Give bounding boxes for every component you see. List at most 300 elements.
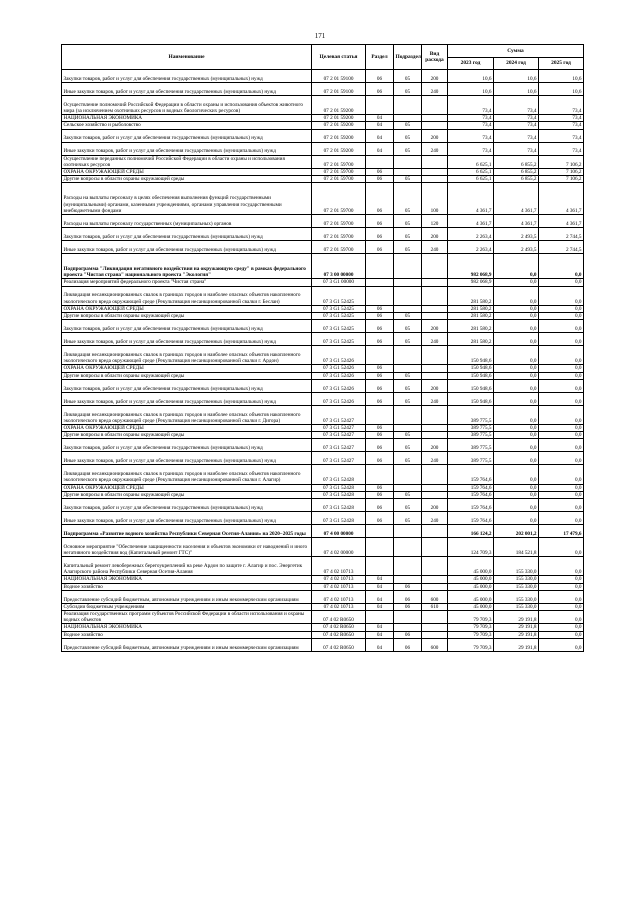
row-subsection: 05	[394, 122, 422, 129]
row-sum-2025: 0,0	[539, 320, 584, 333]
row-expense-type	[422, 465, 448, 484]
row-subsection: 05	[394, 183, 422, 215]
row-expense-type	[422, 286, 448, 305]
row-sum-2024: 184 521,8	[494, 537, 539, 556]
row-target-article: 07 2 01 59100	[312, 70, 366, 83]
row-sum-2024: 29 191,8	[494, 610, 539, 623]
row-target-article: 07 3 G1 52426	[312, 372, 366, 379]
row-sum-2025: 10,6	[539, 83, 584, 96]
row-name: ОХРАНА ОКРУЖАЮЩЕЙ СРЕДЫ	[62, 169, 312, 176]
row-target-article: 07 3 G1 52425	[312, 333, 366, 346]
row-subsection	[394, 576, 422, 583]
row-subsection	[394, 254, 422, 279]
table-row	[62, 537, 584, 556]
row-expense-type	[422, 524, 448, 537]
table-row	[62, 70, 584, 83]
row-target-article: 07 2 01 59200	[312, 142, 366, 155]
row-sum-2023: 45 000,0	[448, 603, 494, 610]
row-sum-2023: 159 764,6	[448, 484, 494, 491]
row-expense-type: 200	[422, 228, 448, 241]
row-expense-type: 200	[422, 498, 448, 511]
row-target-article: 07 4 02 R0650	[312, 624, 366, 631]
table-row	[62, 432, 584, 439]
row-expense-type: 240	[422, 241, 448, 254]
row-sum-2024: 202 001,2	[494, 524, 539, 537]
table-row	[62, 254, 584, 279]
row-target-article: 07 4 02 10713	[312, 583, 366, 590]
row-subsection: 05	[394, 129, 422, 142]
row-section: 06	[366, 183, 394, 215]
row-subsection	[394, 346, 422, 365]
row-sum-2024: 0,0	[494, 320, 539, 333]
row-subsection: 06	[394, 603, 422, 610]
row-sum-2024: 155 330,0	[494, 557, 539, 576]
row-subsection: 05	[394, 432, 422, 439]
table-row	[62, 484, 584, 491]
row-subsection	[394, 286, 422, 305]
row-name: Осуществление полномочий Российской Федерации в области охраны и использования объектов животного мира (за исключением охотничьих ресурсов и водных биологических ресурсов)	[62, 96, 312, 115]
row-sum-2024: 0,0	[494, 465, 539, 484]
row-sum-2025: 0,0	[539, 537, 584, 556]
budget-table	[61, 44, 584, 652]
row-sum-2024: 0,0	[494, 254, 539, 279]
row-expense-type: 240	[422, 83, 448, 96]
row-section: 06	[366, 305, 394, 312]
row-section: 06	[366, 215, 394, 228]
table-row	[62, 305, 584, 312]
row-sum-2024: 0,0	[494, 491, 539, 498]
row-sum-2025: 0,0	[539, 452, 584, 465]
row-sum-2024: 0,0	[494, 279, 539, 286]
table-row	[62, 176, 584, 183]
row-sum-2023: 281 580,2	[448, 286, 494, 305]
row-name: Закупки товаров, работ и услуг для обеспечения государственных (муниципальных) нужд	[62, 129, 312, 142]
row-sum-2024: 155 330,0	[494, 576, 539, 583]
row-name: Другие вопросы в области охраны окружающей среды	[62, 312, 312, 319]
header-expense-type: Вид расхода	[422, 45, 448, 70]
row-section: 06	[366, 439, 394, 452]
row-name: ОХРАНА ОКРУЖАЮЩЕЙ СРЕДЫ	[62, 365, 312, 372]
row-sum-2023: 159 764,6	[448, 491, 494, 498]
row-sum-2025: 0,0	[539, 624, 584, 631]
row-name: Капитальный ремонт левобережных берегоукреплений на реке Ардон по защите г. Алагир и пос. Энергетик Алагирского района Республики Северная Осетия-Алания	[62, 557, 312, 576]
row-section: 04	[366, 631, 394, 638]
row-sum-2025: 0,0	[539, 432, 584, 439]
row-name: Закупки товаров, работ и услуг для обеспечения государственных (муниципальных) нужд	[62, 439, 312, 452]
row-target-article: 07 3 G1 52426	[312, 392, 366, 405]
row-target-article: 07 2 01 59700	[312, 228, 366, 241]
row-section: 06	[366, 498, 394, 511]
table-row	[62, 228, 584, 241]
row-sum-2025: 0,0	[539, 484, 584, 491]
row-target-article: 07 2 01 59700	[312, 215, 366, 228]
row-sum-2025: 0,0	[539, 439, 584, 452]
row-target-article: 07 4 02 R0650	[312, 638, 366, 651]
row-expense-type: 120	[422, 215, 448, 228]
row-target-article: 07 3 G1 52428	[312, 498, 366, 511]
row-sum-2025: 0,0	[539, 511, 584, 524]
row-sum-2024: 73,4	[494, 115, 539, 122]
table-row	[62, 129, 584, 142]
row-section: 04	[366, 576, 394, 583]
row-sum-2025: 0,0	[539, 590, 584, 603]
row-sum-2024: 155 330,0	[494, 583, 539, 590]
row-sum-2025: 0,0	[539, 254, 584, 279]
row-target-article: 07 2 01 59200	[312, 115, 366, 122]
row-sum-2023: 389 775,5	[448, 405, 494, 424]
row-sum-2023: 982 068,9	[448, 254, 494, 279]
row-section: 06	[366, 169, 394, 176]
row-sum-2025: 0,0	[539, 365, 584, 372]
row-subsection	[394, 169, 422, 176]
row-section: 06	[366, 241, 394, 254]
row-sum-2024: 29 191,8	[494, 638, 539, 651]
table-row	[62, 372, 584, 379]
row-sum-2025: 73,4	[539, 115, 584, 122]
row-target-article: 07 3 G1 52427	[312, 405, 366, 424]
row-expense-type	[422, 610, 448, 623]
table-row	[62, 498, 584, 511]
row-sum-2025: 0,0	[539, 279, 584, 286]
table-row	[62, 439, 584, 452]
row-target-article: 07 3 G1 52426	[312, 346, 366, 365]
row-sum-2023: 159 764,6	[448, 498, 494, 511]
row-sum-2024: 0,0	[494, 432, 539, 439]
row-subsection	[394, 305, 422, 312]
table-row	[62, 590, 584, 603]
row-subsection: 05	[394, 372, 422, 379]
row-sum-2024: 155 330,0	[494, 603, 539, 610]
row-name: Основное мероприятие "Обеспечение защищенности населения и объектов экономики от наводнений и иного негативного воздействия вод (Капитальный ремонт ГТС)"	[62, 537, 312, 556]
row-expense-type	[422, 176, 448, 183]
row-expense-type: 200	[422, 320, 448, 333]
row-sum-2024: 0,0	[494, 379, 539, 392]
row-section: 06	[366, 424, 394, 431]
table-row	[62, 183, 584, 215]
row-sum-2023: 79 709,3	[448, 631, 494, 638]
row-target-article: 07 4 02 10713	[312, 590, 366, 603]
row-subsection	[394, 557, 422, 576]
table-row	[62, 346, 584, 365]
row-expense-type	[422, 491, 448, 498]
row-name: Осуществление переданных полномочий Российской Федерации в области охраны и использования охотничьих ресурсов	[62, 155, 312, 168]
row-sum-2023: 389 775,5	[448, 424, 494, 431]
page-number: 171	[314, 32, 326, 40]
row-sum-2023: 389 775,5	[448, 432, 494, 439]
row-sum-2025: 4 361,7	[539, 183, 584, 215]
header-year-2024: 2024 год	[494, 58, 539, 70]
row-name: Сельское хозяйство и рыболовство	[62, 122, 312, 129]
row-section: 06	[366, 432, 394, 439]
row-sum-2025: 0,0	[539, 333, 584, 346]
row-name: Иные закупки товаров, работ и услуг для обеспечения государственных (муниципальных) нужд	[62, 241, 312, 254]
row-section: 06	[366, 70, 394, 83]
row-sum-2024: 2 493,5	[494, 241, 539, 254]
row-sum-2023: 2 263,4	[448, 228, 494, 241]
row-target-article: 07 3 G1 52428	[312, 511, 366, 524]
row-expense-type	[422, 96, 448, 115]
row-section	[366, 346, 394, 365]
row-section: 06	[366, 333, 394, 346]
row-sum-2024: 10,6	[494, 83, 539, 96]
row-section: 06	[366, 484, 394, 491]
row-sum-2025: 7 106,2	[539, 155, 584, 168]
row-subsection: 05	[394, 452, 422, 465]
row-sum-2023: 281 580,2	[448, 333, 494, 346]
row-sum-2023: 4 361,7	[448, 215, 494, 228]
row-section: 04	[366, 603, 394, 610]
row-name: Предоставление субсидий бюджетным, автономным учреждениям и иным некоммерческим организациям	[62, 590, 312, 603]
row-expense-type	[422, 169, 448, 176]
row-expense-type	[422, 484, 448, 491]
row-expense-type	[422, 424, 448, 431]
row-subsection	[394, 96, 422, 115]
row-target-article: 07 3 G1 52428	[312, 491, 366, 498]
row-expense-type	[422, 583, 448, 590]
row-name: Ликвидация несанкционированных свалок в границах городов и наиболее опасных объектов накопленного экологического вреда окружающей среде (Рекультивация несанкционированной свалки г. Дигора)	[62, 405, 312, 424]
row-section: 04	[366, 638, 394, 651]
row-name: ОХРАНА ОКРУЖАЮЩЕЙ СРЕДЫ	[62, 424, 312, 431]
header-name: Наименование	[62, 45, 312, 70]
header-year-2023: 2023 год	[448, 58, 494, 70]
row-name: Ликвидация несанкционированных свалок в границах городов и наиболее опасных объектов накопленного экологического вреда окружающей среде (Рекультивация несанкционированной свалки г. Алагир)	[62, 465, 312, 484]
row-expense-type: 240	[422, 333, 448, 346]
row-section	[366, 155, 394, 168]
row-sum-2023: 124 709,3	[448, 537, 494, 556]
row-name: НАЦИОНАЛЬНАЯ ЭКОНОМИКА	[62, 576, 312, 583]
row-name: Предоставление субсидий бюджетным, автономным учреждениям и иным некоммерческим организациям	[62, 638, 312, 651]
row-subsection	[394, 524, 422, 537]
row-sum-2023: 982 068,9	[448, 279, 494, 286]
row-section: 06	[366, 379, 394, 392]
row-name: Расходы на выплаты персоналу в целях обеспечения выполнения функций государственными (муниципальными) органами, казенными учреждениями, органами управления государственными внебюджетными фондами	[62, 183, 312, 215]
row-target-article: 07 3 G1 52427	[312, 424, 366, 431]
row-subsection: 05	[394, 320, 422, 333]
row-name: Другие вопросы в области охраны окружающей среды	[62, 176, 312, 183]
row-subsection: 06	[394, 638, 422, 651]
row-sum-2023: 6 625,1	[448, 169, 494, 176]
row-target-article: 07 2 01 59700	[312, 176, 366, 183]
table-row	[62, 286, 584, 305]
row-subsection	[394, 424, 422, 431]
row-section	[366, 524, 394, 537]
table-header	[62, 45, 584, 70]
row-sum-2025: 10,6	[539, 70, 584, 83]
row-section: 04	[366, 142, 394, 155]
row-sum-2023: 150 948,6	[448, 392, 494, 405]
row-expense-type: 600	[422, 638, 448, 651]
row-target-article: 07 2 01 59700	[312, 241, 366, 254]
row-expense-type: 240	[422, 392, 448, 405]
table-row	[62, 241, 584, 254]
row-target-article: 07 2 01 59200	[312, 122, 366, 129]
row-subsection	[394, 365, 422, 372]
row-sum-2024: 73,4	[494, 96, 539, 115]
row-subsection: 05	[394, 83, 422, 96]
row-name: Иные закупки товаров, работ и услуг для обеспечения государственных (муниципальных) нужд	[62, 392, 312, 405]
row-target-article: 07 3 G1 52425	[312, 305, 366, 312]
row-sum-2023: 281 580,2	[448, 305, 494, 312]
row-subsection: 05	[394, 70, 422, 83]
row-sum-2024: 155 330,0	[494, 590, 539, 603]
row-sum-2025: 0,0	[539, 583, 584, 590]
row-sum-2024: 6 855,2	[494, 169, 539, 176]
row-sum-2023: 166 124,2	[448, 524, 494, 537]
row-target-article: 07 3 G1 52425	[312, 320, 366, 333]
row-target-article: 07 4 02 R0650	[312, 631, 366, 638]
row-sum-2024: 0,0	[494, 392, 539, 405]
row-section: 04	[366, 583, 394, 590]
row-sum-2025: 0,0	[539, 465, 584, 484]
row-sum-2023: 389 775,5	[448, 439, 494, 452]
row-sum-2023: 73,4	[448, 115, 494, 122]
row-name: Закупки товаров, работ и услуг для обеспечения государственных (муниципальных) нужд	[62, 228, 312, 241]
row-expense-type	[422, 365, 448, 372]
row-expense-type	[422, 631, 448, 638]
table-row	[62, 557, 584, 576]
row-name: Другие вопросы в области охраны окружающей среды	[62, 432, 312, 439]
row-section: 04	[366, 115, 394, 122]
table-row	[62, 169, 584, 176]
row-sum-2025: 0,0	[539, 379, 584, 392]
row-sum-2025: 0,0	[539, 346, 584, 365]
row-name: Другие вопросы в области охраны окружающей среды	[62, 491, 312, 498]
row-sum-2024: 73,4	[494, 142, 539, 155]
table-row	[62, 122, 584, 129]
row-expense-type	[422, 624, 448, 631]
row-section	[366, 254, 394, 279]
row-sum-2024: 0,0	[494, 511, 539, 524]
row-expense-type: 200	[422, 439, 448, 452]
row-sum-2025: 73,4	[539, 129, 584, 142]
row-name: Закупки товаров, работ и услуг для обеспечения государственных (муниципальных) нужд	[62, 498, 312, 511]
row-sum-2025: 0,0	[539, 372, 584, 379]
row-expense-type: 610	[422, 603, 448, 610]
row-sum-2023: 45 000,0	[448, 576, 494, 583]
row-sum-2023: 150 948,6	[448, 346, 494, 365]
table-row	[62, 392, 584, 405]
row-sum-2025: 0,0	[539, 576, 584, 583]
table-row	[62, 155, 584, 168]
table-row	[62, 312, 584, 319]
row-target-article: 07 2 01 59700	[312, 155, 366, 168]
row-name: Ликвидация несанкционированных свалок в границах городов и наиболее опасных объектов накопленного экологического вреда окружающей среде (Рекультивация несанкционированной свалки г. Беслан)	[62, 286, 312, 305]
row-sum-2025: 2 744,5	[539, 241, 584, 254]
row-section	[366, 465, 394, 484]
row-target-article: 07 4 02 10713	[312, 576, 366, 583]
row-expense-type	[422, 576, 448, 583]
row-expense-type	[422, 115, 448, 122]
row-name: Водное хозяйство	[62, 583, 312, 590]
row-sum-2023: 150 948,6	[448, 365, 494, 372]
row-expense-type	[422, 432, 448, 439]
row-sum-2024: 0,0	[494, 333, 539, 346]
row-sum-2023: 79 709,3	[448, 638, 494, 651]
row-subsection: 05	[394, 142, 422, 155]
row-sum-2023: 281 580,2	[448, 312, 494, 319]
row-name: ОХРАНА ОКРУЖАЮЩЕЙ СРЕДЫ	[62, 484, 312, 491]
row-sum-2024: 73,4	[494, 129, 539, 142]
table-row	[62, 365, 584, 372]
table-row	[62, 333, 584, 346]
table-row	[62, 279, 584, 286]
table-row	[62, 524, 584, 537]
row-sum-2024: 0,0	[494, 365, 539, 372]
row-subsection	[394, 279, 422, 286]
row-name: Субсидии бюджетным учреждениям	[62, 603, 312, 610]
row-subsection: 05	[394, 228, 422, 241]
row-sum-2024: 10,6	[494, 70, 539, 83]
row-name: Ликвидация несанкционированных свалок в границах городов и наиболее опасных объектов накопленного экологического вреда окружающей среде (Рекультивация несанкционированной свалки г. Ардон)	[62, 346, 312, 365]
row-expense-type	[422, 279, 448, 286]
row-name: Водное хозяйство	[62, 631, 312, 638]
row-sum-2025: 0,0	[539, 491, 584, 498]
row-name: Иные закупки товаров, работ и услуг для обеспечения государственных (муниципальных) нужд	[62, 83, 312, 96]
row-sum-2024: 6 855,2	[494, 176, 539, 183]
row-sum-2024: 4 361,7	[494, 183, 539, 215]
row-expense-type: 240	[422, 142, 448, 155]
row-sum-2023: 150 948,6	[448, 372, 494, 379]
table-row	[62, 115, 584, 122]
row-sum-2024: 4 361,7	[494, 215, 539, 228]
row-sum-2023: 73,4	[448, 122, 494, 129]
row-sum-2023: 4 361,7	[448, 183, 494, 215]
row-sum-2024: 0,0	[494, 484, 539, 491]
table-row	[62, 624, 584, 631]
row-section: 04	[366, 590, 394, 603]
row-section: 04	[366, 129, 394, 142]
row-expense-type	[422, 372, 448, 379]
row-sum-2023: 6 625,1	[448, 155, 494, 168]
row-target-article: 07 4 02 10713	[312, 603, 366, 610]
row-name: Другие вопросы в области охраны окружающей среды	[62, 372, 312, 379]
row-subsection: 05	[394, 498, 422, 511]
row-sum-2025: 0,0	[539, 631, 584, 638]
row-subsection	[394, 537, 422, 556]
row-target-article: 07 4 02 00000	[312, 537, 366, 556]
row-subsection: 05	[394, 176, 422, 183]
row-subsection	[394, 405, 422, 424]
row-section	[366, 557, 394, 576]
row-sum-2025: 0,0	[539, 392, 584, 405]
header-sum: Сумма	[448, 45, 584, 58]
table-row	[62, 405, 584, 424]
row-section	[366, 405, 394, 424]
row-sum-2023: 2 263,4	[448, 241, 494, 254]
row-sum-2025: 4 361,7	[539, 215, 584, 228]
row-name: Реализация государственных программ субъектов Российской Федерации в области использования и охраны водных объектов	[62, 610, 312, 623]
table-row	[62, 452, 584, 465]
row-subsection: 05	[394, 511, 422, 524]
row-subsection: 06	[394, 583, 422, 590]
row-sum-2025: 0,0	[539, 405, 584, 424]
row-sum-2025: 0,0	[539, 603, 584, 610]
row-sum-2025: 0,0	[539, 638, 584, 651]
table-row	[62, 638, 584, 651]
row-sum-2023: 79 709,3	[448, 624, 494, 631]
row-subsection: 05	[394, 333, 422, 346]
row-target-article: 07 4 00 00000	[312, 524, 366, 537]
row-target-article: 07 3 G1 52426	[312, 379, 366, 392]
row-sum-2024: 29 191,8	[494, 624, 539, 631]
row-subsection	[394, 155, 422, 168]
table-row	[62, 83, 584, 96]
table-row	[62, 320, 584, 333]
row-expense-type	[422, 557, 448, 576]
row-subsection: 05	[394, 241, 422, 254]
row-sum-2023: 10,6	[448, 70, 494, 83]
row-sum-2024: 0,0	[494, 452, 539, 465]
